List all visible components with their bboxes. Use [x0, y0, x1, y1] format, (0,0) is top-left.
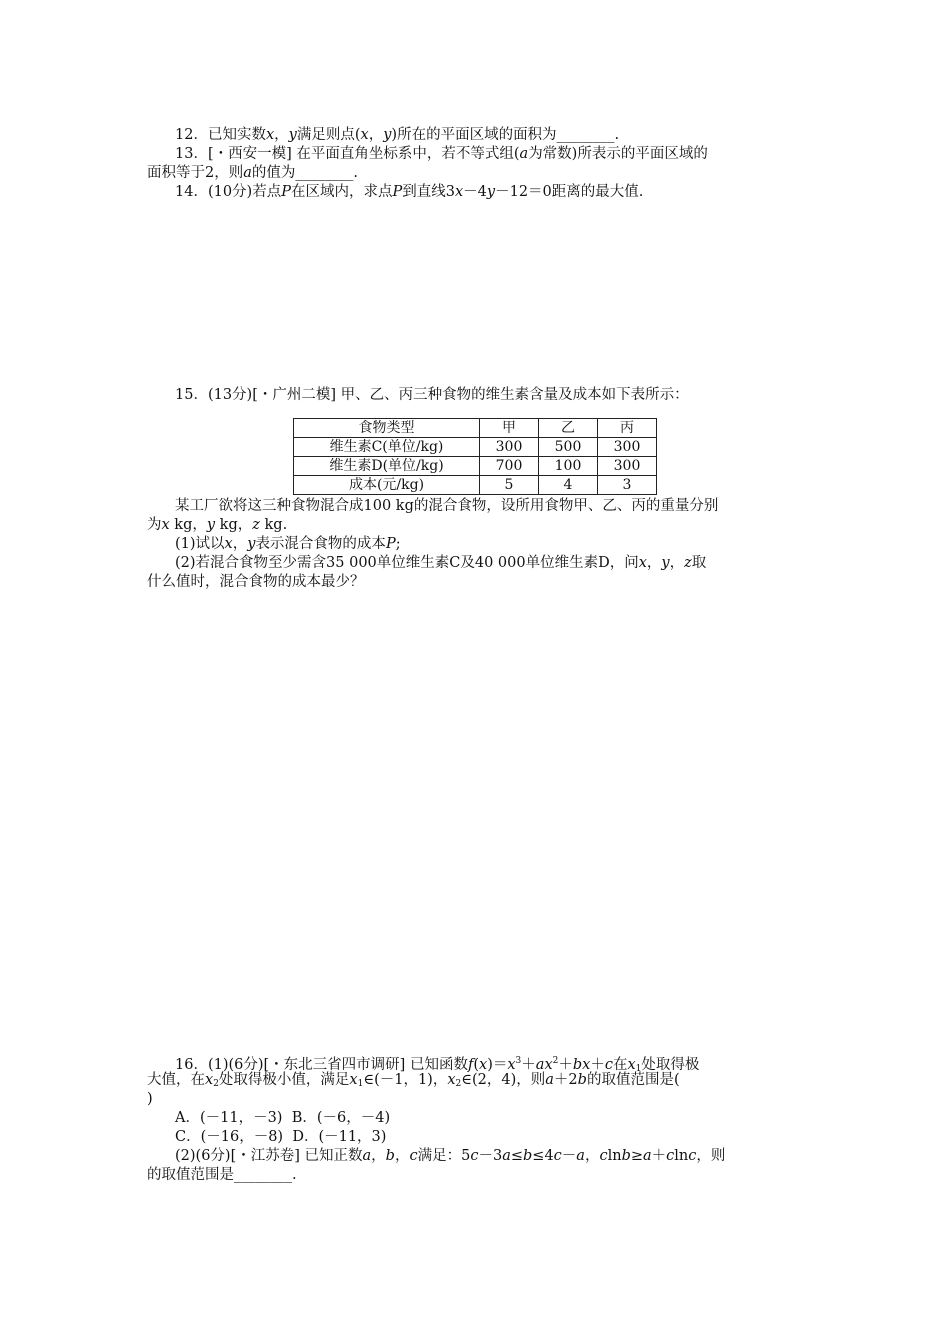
option-d: D．(－11，3) — [292, 1129, 387, 1145]
question-16-part-2-line-1: (2)(6分)[・江苏卷] 已知正数a，b，c满足：5c－3a≤b≤4c－a，clnb≥a＋clnc，则 — [175, 1148, 726, 1164]
question-16-line-1: 16．(1)(6分)[・东北三省四市调研] 已知函数$f(x)=x^3+ax^2+bx+c$在$x_1$处取得极 — [175, 1056, 700, 1074]
question-13-line-1: 13．[・西安一模] 在平面直角坐标系中，若不等式组(a为常数)所表示的平面区域的 — [175, 146, 708, 162]
option-c: C．(－16，－8) — [175, 1129, 284, 1145]
table-cell: 700 — [480, 457, 539, 476]
table-header-cell: 乙 — [539, 419, 598, 438]
question-15-sub-1: (1)试以x，y表示混合食物的成本P; — [175, 536, 401, 552]
table-cell: 5 — [480, 476, 539, 495]
table-header-cell: 食物类型 — [294, 419, 480, 438]
table-header-cell: 甲 — [480, 419, 539, 438]
table-cell: 4 — [539, 476, 598, 495]
question-14: 14．(10分)若点P在区域内，求点P到直线3x－4y－12＝0距离的最大值. — [175, 184, 644, 200]
question-16-options-ab — [175, 1109, 390, 1127]
table-cell: 维生素C(单位/kg) — [294, 438, 480, 457]
question-16-line-2: 大值，在$x_2$处取得极小值，满足$x_1\in(-1$，1)，$x_2\in(2$，4)，则a＋2b的取值范围是( — [147, 1072, 680, 1089]
question-13-line-2: 面积等于2，则a的值为________. — [147, 165, 358, 181]
table-cell: 维生素D(单位/kg) — [294, 457, 480, 476]
question-16-line-3: ) — [147, 1091, 153, 1107]
table-row — [294, 438, 657, 457]
q12-label: 12． — [175, 127, 208, 143]
table-header-row — [294, 419, 657, 438]
food-vitamin-table — [293, 418, 657, 495]
question-16-options-cd — [175, 1128, 386, 1146]
table-cell: 300 — [598, 438, 657, 457]
table-header-cell: 丙 — [598, 419, 657, 438]
table-cell: 300 — [598, 457, 657, 476]
option-b: B．(－6，－4) — [291, 1110, 391, 1126]
table-cell: 3 — [598, 476, 657, 495]
table-cell: 500 — [539, 438, 598, 457]
question-15-sub-2-line-2: 什么值时，混合食物的成本最少？ — [147, 574, 365, 590]
question-15-para-line-2: 为x kg，y kg，z kg. — [147, 517, 288, 533]
table-cell: 100 — [539, 457, 598, 476]
table-row — [294, 476, 657, 495]
table-cell: 成本(元/kg) — [294, 476, 480, 495]
question-12: 12．已知实数x，y满足则点(x，y)所在的平面区域的面积为________. — [175, 127, 620, 143]
option-a: A．(－11，－3) — [175, 1110, 283, 1126]
question-15-sub-2-line-1: (2)若混合食物至少需含35 000单位维生素C及40 000单位维生素D，问x，y，z取 — [175, 555, 707, 571]
question-15-intro: 15．(13分)[・广州二模] 甲、乙、丙三种食物的维生素含量及成本如下表所示： — [175, 387, 689, 403]
table-cell: 300 — [480, 438, 539, 457]
question-16-part-2-line-2: 的取值范围是________. — [147, 1167, 297, 1183]
table-row — [294, 457, 657, 476]
question-15-para-line-1: 某工厂欲将这三种食物混合成100 kg的混合食物，设所用食物甲、乙、丙的重量分别 — [175, 498, 719, 514]
